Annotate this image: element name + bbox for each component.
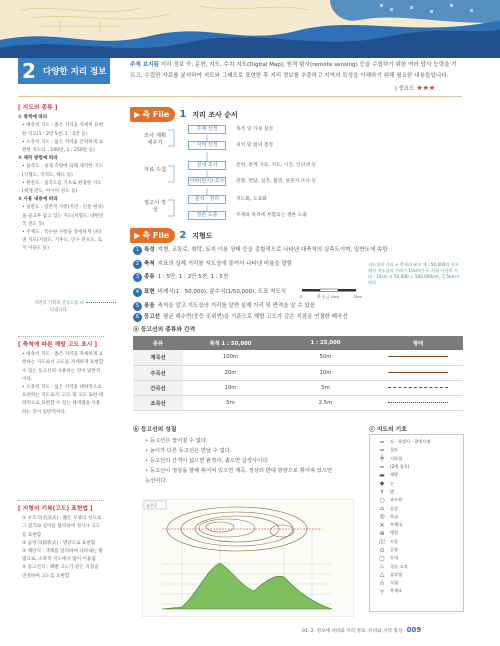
symbol-label: 밭 xyxy=(390,488,395,494)
sidebar-expression-title: [ 축척에 따른 해발 고도 표시 ] xyxy=(18,342,98,348)
sidebar-types-title: [ 지도의 종류 ] xyxy=(18,105,58,111)
line-sample-icon xyxy=(388,372,448,373)
list-item xyxy=(374,587,459,595)
section-number: 2 xyxy=(22,59,36,83)
topo-item xyxy=(133,272,228,282)
symbol-icon: ◎ xyxy=(379,513,385,521)
symbol-label: 지하철 xyxy=(390,455,403,461)
symbol-label: 제방 xyxy=(390,472,399,478)
sidebar-note: 지면의 기복과 굴곡도를 나타냅니다. xyxy=(34,301,84,313)
symbol-icon: ∨ xyxy=(379,488,385,496)
table-row xyxy=(133,380,463,395)
sidebar-relief-item: ③ 채단식 : 색채를 달리하여 나타내는 방법으로, 소축척 지도에서 많이 이용됨 xyxy=(22,549,103,563)
table-row xyxy=(133,350,463,365)
importance-label: 중요도 xyxy=(398,86,415,92)
topo-item-number: 2 xyxy=(133,260,142,269)
contour-cross-section-figure xyxy=(142,499,354,617)
symbol-label: 과수원 xyxy=(390,497,403,503)
symbol-label: 사찰 xyxy=(390,538,399,544)
line-sample-icon xyxy=(388,356,448,357)
symbol-label: 무제조 xyxy=(390,588,403,594)
file1-title: 지리 조사 순서 xyxy=(192,110,238,119)
symbol-icon: △ xyxy=(379,571,385,579)
symbol-label: 우체국 xyxy=(390,522,403,528)
flow-step-desc: 주제와 목적에 부합되는 결론 도출 xyxy=(236,213,307,218)
flow-step-desc: 관찰, 면담, 실측, 촬영, 설문지 조사 등 xyxy=(236,179,317,184)
contour-interval-50k: 100m xyxy=(183,350,278,365)
contour-char-title: ⓑ 등고선의 성질 xyxy=(133,427,177,433)
table-row xyxy=(133,395,463,410)
symbol-label: (2배 철목) xyxy=(390,464,410,470)
flow-step-box: 실내 조사 xyxy=(188,161,226,170)
file2-title: 지형도 xyxy=(192,231,213,240)
flow-step-box: 결론 도출 xyxy=(188,211,226,220)
sidebar-relief-item: ② 음영식(陰影式) : 명암으로 표현함 xyxy=(22,540,96,546)
topo-item-text: 축척을 알고 지도상의 거리를 알면 실제 거리 및 면적을 알 수 있음 xyxy=(157,303,316,309)
sidebar-relief-methods xyxy=(18,500,104,581)
file1-badge-label: 측 File xyxy=(142,110,170,119)
file2-badge xyxy=(130,228,175,243)
symbol-icon: ═ xyxy=(380,463,384,471)
sidebar-map-types xyxy=(18,104,104,254)
topo-item-number: 5 xyxy=(133,302,142,311)
symbol-icon: ♨ xyxy=(379,563,385,571)
topo-item-number: 3 xyxy=(133,273,142,282)
file1-header xyxy=(130,108,238,121)
sidebar-expression-item: • 대축척 지도 : 좁은 지역을 자세하게 표현하는 지도로서 고도를 자세하게 표현할 수 있는 등고선의 사용하는 것이 일반적이다. xyxy=(22,352,104,382)
list-item: • 등고선이 정상을 향해 휘어져 있으면 계곡, 정상의 반대 방향으로 휘어져 있으면 능선이다. xyxy=(145,466,335,486)
contour-header-cell: 1 : 25,000 xyxy=(278,336,373,350)
importance-rating: | 중요도 ★★★ xyxy=(395,84,436,92)
symbol-icon: ○ xyxy=(379,496,385,504)
sidebar-note-leader xyxy=(86,302,116,303)
footer-text: 01. 2. 정보에 서비와 지리 정보, 유비와 지역 형성 · xyxy=(302,629,406,634)
contour-interval-25k: 2.5m xyxy=(278,395,373,410)
list-item xyxy=(374,554,459,562)
sidebar-type-item: • 편찬도 : 실측도를 기초로 편집한 지도(세계 전도, 아시아 전도 등) xyxy=(22,180,102,195)
symbol-icon: ◆ xyxy=(379,480,385,488)
scale-bar-ticks xyxy=(300,294,362,300)
topo-item-label: 축척 xyxy=(144,261,155,267)
line-sample-icon xyxy=(388,402,448,403)
file2-badge-label: 측 File xyxy=(142,231,170,240)
contour-line-style xyxy=(373,365,463,380)
flow-step-box: 야외(현지) 조사 xyxy=(189,178,225,184)
symbol-label: 학교 xyxy=(390,513,399,519)
topo-item xyxy=(133,301,315,311)
sidebar-type-group xyxy=(18,114,104,253)
topo-item-label: 종류 xyxy=(144,274,155,280)
symbol-label: 논 xyxy=(390,480,395,486)
table-row xyxy=(133,365,463,380)
flow-step-desc: 목적 및 가설 설정 xyxy=(236,127,274,132)
file1-badge-arrow: ▶ xyxy=(134,110,141,119)
topo-item xyxy=(133,312,348,322)
topo-item-number: 1 xyxy=(133,246,142,255)
topo-item-label: 등고선 xyxy=(144,314,160,320)
contour-header-cell: 종류 xyxy=(133,336,183,350)
topo-item-text: 비례식(1 : 50,000), 분수식(1/50,000), 도표 척도식 xyxy=(157,289,287,295)
scale-tick: 0 xyxy=(300,294,303,299)
intro-divider xyxy=(18,96,462,97)
page-number: 009 xyxy=(406,626,422,634)
intro-keyword: 주제 보지됨 xyxy=(130,62,159,68)
map-symbols-title: ⓒ 지도의 기호 xyxy=(369,427,407,433)
list-item xyxy=(374,479,459,487)
file1-badge xyxy=(130,107,175,122)
figure-label: 높은곳 xyxy=(146,503,158,508)
line-sample-icon xyxy=(388,387,448,388)
symbol-label: 공항 xyxy=(390,547,399,552)
topo-item xyxy=(133,259,292,269)
symbol-icon: ━ xyxy=(380,438,384,446)
symbol-label: 공장 xyxy=(390,505,399,511)
contour-type: 조곡선 xyxy=(133,395,183,410)
sidebar-type-item: • 소축척 지도 : 넓은 지역을 간략하게 표현한 지도(1 : 100만, 1 : 250만 등) xyxy=(22,139,104,154)
symbol-label: 삼각점 xyxy=(390,571,403,577)
topo-item-text: 지표의 실제 거리를 지도상에 줄여서 나타낸 비율을 말함 xyxy=(157,261,293,267)
scale-tick: 2km xyxy=(353,294,362,299)
scale-bar-label: 한 눈금 1km xyxy=(317,294,339,299)
symbol-icon: 卍 xyxy=(378,539,385,547)
contour-header-cell: 축척 1 : 50,000 xyxy=(183,336,278,350)
flow-step-desc: 문헌, 통계 자료, 지도, 사진, 인터넷 등 xyxy=(236,163,317,168)
file2-number: 2 xyxy=(179,230,187,241)
symbol-label: 등대 xyxy=(390,555,399,561)
list-item: • 높이가 다른 등고선은 만날 수 없다. xyxy=(145,446,335,456)
contour-type: 주곡선 xyxy=(133,365,183,380)
sidebar-type-head: ② 제작 방법에 따라 xyxy=(18,156,58,162)
intro-text: 지리 정보 즉, 문헌, 지도, 수치 지도(Digital Map), 원격 탐사(remote sensing) 등을 수집하기 위한 여러 답사 능력을 기르고, 수집한 자료를 분석하여 지도와 그래프로 표현한 후 지리 정보를 추출하고 지역의 특성을 이해하기 위해 필요한 내용들입니다. xyxy=(130,62,457,79)
list-item xyxy=(374,471,459,479)
contour-type: 계곡선 xyxy=(133,350,183,365)
symbol-icon: ═ xyxy=(380,446,384,454)
sidebar-expression-item: • 소축척 지도 : 넓은 지역을 대략적으로 표현하는 지도로서, 고도 및 고도 또한 대략적으로 표현할 수 있는 채색법을 사용하는 것이 일반적이다. xyxy=(22,385,104,415)
list-item: • 등고선의 간격이 넓으면 완경사, 좁으면 급경사이다. xyxy=(145,456,335,466)
contour-line-style xyxy=(373,350,463,365)
list-item xyxy=(374,504,459,512)
flow-step-box: 주제 선정 xyxy=(188,125,226,134)
section-intro xyxy=(130,60,460,82)
topo-item xyxy=(133,245,388,255)
sidebar-relief-title: [ 지형의 기복(고도) 표현법 ] xyxy=(18,506,93,512)
decorative-map-banner xyxy=(0,0,500,58)
sidebar-relief-item: ④ 등고선식 : 해발 고도가 같은 지점을 연결하여 고도를 표현함 xyxy=(22,565,99,579)
flow-step-desc: 위치 및 범위 결정 xyxy=(236,143,274,148)
list-item xyxy=(374,579,459,587)
topo-item-number: 4 xyxy=(133,288,142,297)
topo-item-label: 표현 xyxy=(144,289,155,295)
sidebar-relief-item: ① 우모식(毛羽式) : 짧은 모양의 선으로 그 굵기와 길이를 달리하여 경사나 고도를 표현함 xyxy=(22,516,102,538)
file1-number: 1 xyxy=(179,109,187,120)
symbol-label: 병원 xyxy=(390,530,399,536)
contour-interval-25k: 50m xyxy=(278,350,373,365)
flow-category: 자료 수집 xyxy=(143,167,167,173)
topo-item-text: 1 : 5만, 1 : 2만 5천, 1 : 5천 xyxy=(157,274,229,280)
symbol-label: 철도 xyxy=(390,447,399,453)
list-item xyxy=(374,562,459,570)
list-item xyxy=(374,513,459,521)
flow-step-box: 지역 선정 xyxy=(188,141,226,150)
list-item xyxy=(374,463,459,471)
contour-interval-50k: 5m xyxy=(183,395,278,410)
list-item xyxy=(374,488,459,496)
flow-step-desc: 지도화, 도표화 xyxy=(236,197,267,202)
topo-item-number: 6 xyxy=(133,313,142,322)
symbol-label: 도 · 특별시 · 광역시계 xyxy=(390,439,431,445)
sidebar-type-item: • 실측도 : 실제 측량에 의해 제작한 지도(지형도, 지적도, 해도 등) xyxy=(22,164,104,178)
page-footer xyxy=(302,626,421,634)
sidebar-type-item: • 대축척 지도 : 좁은 지역을 자세히 표현한 지도(1 : 2만 5천, 1 : 5만 등) xyxy=(22,123,104,137)
topo-item-text: 지형, 교통로, 취락, 토지 이용 상태 등을 종합적으로 나타낸 대축척의 실측도이며, 일반도에 속함 xyxy=(157,247,388,253)
symbol-icon: ✕ xyxy=(379,521,385,529)
list-item xyxy=(374,455,459,463)
sidebar-type-head: ③ 사용 내용에 따라 xyxy=(18,197,58,203)
importance-stars: ★★★ xyxy=(416,84,436,92)
list-item xyxy=(374,546,459,554)
topo-item xyxy=(133,287,286,297)
contour-type: 간곡선 xyxy=(133,380,183,395)
header-banner xyxy=(0,0,500,58)
symbol-icon: ⊕ xyxy=(379,529,385,537)
topo-item-label: 용음 xyxy=(144,303,155,309)
section-title: 다양한 지리 정보 xyxy=(43,67,107,77)
symbol-icon: ▬ xyxy=(379,471,385,479)
list-item xyxy=(374,538,459,546)
contour-table-header xyxy=(133,336,463,350)
contour-line-style xyxy=(373,395,463,410)
symbol-icon: ∩ xyxy=(379,579,385,587)
symbol-label: 독립 xyxy=(390,580,399,586)
symbol-icon: ▢ xyxy=(379,554,385,562)
topo-item-text: 평균 해수면(중등 조위면)을 기준으로 해발 고도가 같은 지점을 연결한 폐곡선 xyxy=(162,314,348,320)
flow-category: 조사 계획 세우기 xyxy=(143,133,167,146)
file2-header xyxy=(130,229,213,242)
sidebar-type-item: • 주제도 : 특수한 사항을 상세하게 나타낸 지도(지질도, 기후도, 인구 분포도, 토지 이용도 등) xyxy=(22,230,103,252)
flow-category: 정고서 작성 xyxy=(143,200,167,213)
list-item xyxy=(374,438,459,446)
list-item xyxy=(374,521,459,529)
contour-table-title: ⓐ 등고선의 종류와 간격 xyxy=(133,327,196,333)
contour-interval-50k: 20m xyxy=(183,365,278,380)
symbol-icon: ⌂ xyxy=(380,505,384,513)
contour-interval-25k: 10m xyxy=(278,365,373,380)
file2-badge-arrow: ▶ xyxy=(134,231,141,240)
contour-header-cell: 형태 xyxy=(373,336,463,350)
contour-interval-25k: 5m xyxy=(278,380,373,395)
symbol-icon: ⊙ xyxy=(379,546,385,554)
map-symbols-box xyxy=(369,434,464,612)
sidebar-type-item: • 일반도 : 일반적 사항(지연 · 인문 현상)을 골고루 담고 있는 지도(지형도, 대한민국 전도 등) xyxy=(22,205,104,227)
flow-step-box: 분석 · 정리 xyxy=(188,195,226,204)
symbol-label: 경승 고적 xyxy=(390,563,408,569)
contour-interval-50k: 10m xyxy=(183,380,278,395)
symbol-icon: ┬ xyxy=(380,587,384,595)
contour-table xyxy=(133,336,463,411)
contour-char-list xyxy=(145,436,335,486)
list-item: • 등고선은 끊어질 수 없다. xyxy=(145,436,335,446)
list-item xyxy=(374,446,459,454)
sidebar-elevation-expression xyxy=(18,336,104,417)
sidebar-type-head: ① 축척에 따라 xyxy=(18,115,48,121)
contour-line-style xyxy=(373,380,463,395)
list-item xyxy=(374,571,459,579)
topo-item-label: 특성 xyxy=(144,247,155,253)
symbol-icon: ┿ xyxy=(380,455,384,463)
list-item xyxy=(374,496,459,504)
section-title-bar xyxy=(18,58,110,84)
scale-note: 지도상의 거리 × 축척의 분모 예 : 50,000의 지도에서 지도상의 거리가 10cm인 두 지점 사이의 거리 : 10cm × 50,000 = 500,000cm, 즉 5km가 된다. xyxy=(368,262,460,285)
